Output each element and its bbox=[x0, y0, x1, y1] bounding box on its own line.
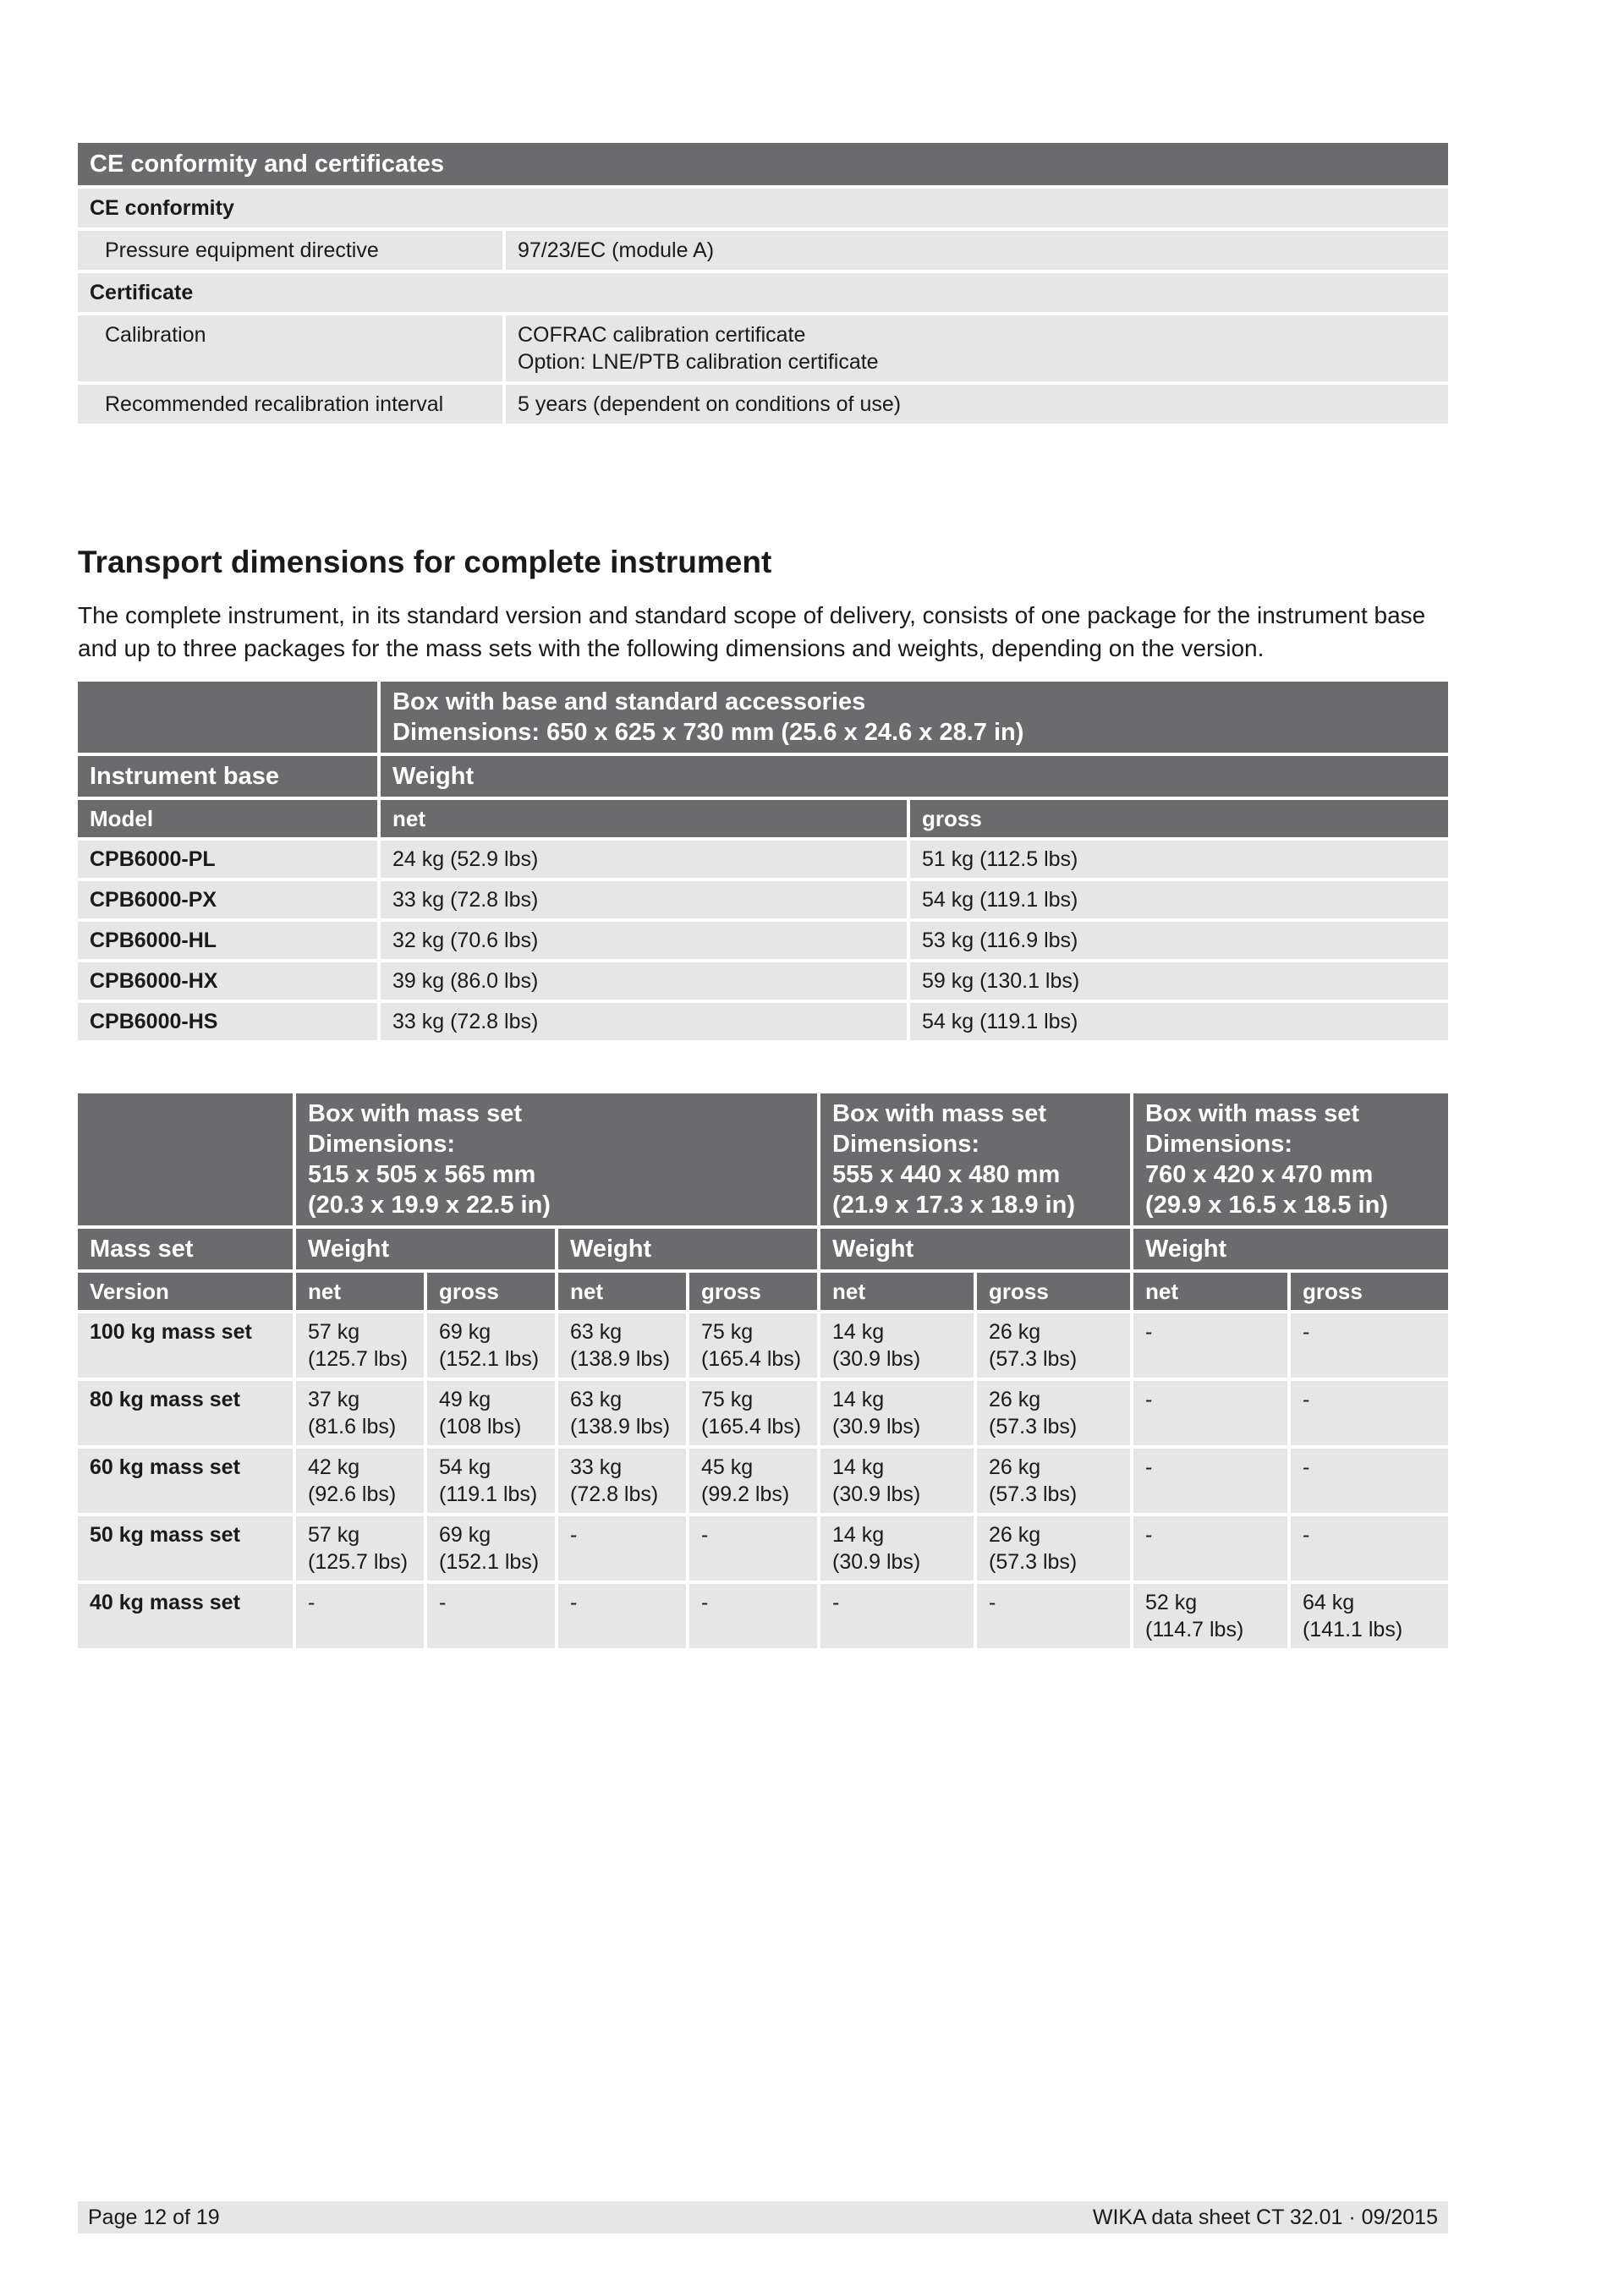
net-cell: 33 kg (72.8 lbs) bbox=[381, 881, 910, 918]
weight-label-4: Weight bbox=[1133, 1229, 1448, 1269]
calibration-label: Calibration bbox=[78, 315, 506, 381]
certificate-heading: Certificate bbox=[78, 273, 1448, 312]
recalibration-value: 5 years (dependent on conditions of use) bbox=[506, 385, 1448, 424]
ped-label: Pressure equipment directive bbox=[78, 231, 506, 270]
net-weight-cell bbox=[558, 1449, 689, 1513]
table-row bbox=[78, 922, 1448, 959]
ce-conformity-heading: CE conformity bbox=[78, 189, 1448, 227]
model-cell: CPB6000-PX bbox=[78, 881, 381, 918]
weight-kg: 69 kg bbox=[439, 1320, 491, 1344]
weight-lbs: (30.9 lbs) bbox=[832, 1482, 921, 1506]
mass-box2-line1: Box with mass set bbox=[832, 1100, 1047, 1127]
mass-set-name: 100 kg mass set bbox=[78, 1313, 296, 1378]
table-row bbox=[78, 1516, 1448, 1581]
weight-lbs bbox=[1303, 1413, 1436, 1440]
mass-box1-line4: (20.3 x 19.9 x 22.5 in) bbox=[308, 1192, 551, 1219]
page-number: Page 12 of 19 bbox=[88, 2206, 220, 2229]
table-row bbox=[78, 1003, 1448, 1040]
table-row bbox=[78, 1381, 1448, 1445]
weight-kg: 57 kg bbox=[308, 1523, 360, 1547]
mass-box1-line2: Dimensions: bbox=[308, 1131, 456, 1158]
weight-kg: 75 kg bbox=[701, 1388, 754, 1411]
weight-lbs bbox=[1303, 1548, 1436, 1575]
base-box-line2: Dimensions: 650 x 625 x 730 mm (25.6 x 24.6 x 28.7 in) bbox=[392, 719, 1024, 746]
net-weight-cell bbox=[558, 1313, 689, 1378]
weight-label-3: Weight bbox=[820, 1229, 1133, 1269]
model-cell: CPB6000-HX bbox=[78, 962, 381, 1000]
datasheet-reference: WIKA data sheet CT 32.01 · 09/2015 bbox=[1092, 2206, 1438, 2229]
weight-kg: 14 kg bbox=[832, 1388, 885, 1411]
gross-column-header: gross bbox=[910, 800, 1448, 837]
base-table bbox=[78, 678, 1448, 1044]
weight-kg: - bbox=[439, 1591, 447, 1614]
mass-header-empty bbox=[78, 1093, 296, 1225]
net-column-header: net bbox=[558, 1273, 689, 1310]
weight-lbs: (30.9 lbs) bbox=[832, 1550, 921, 1574]
net-weight-cell bbox=[558, 1381, 689, 1445]
base-section bbox=[78, 678, 1448, 1044]
weight-kg: 14 kg bbox=[832, 1320, 885, 1344]
gross-weight-cell bbox=[1291, 1516, 1448, 1581]
mass-set-name: 40 kg mass set bbox=[78, 1584, 296, 1648]
weight-lbs: (72.8 lbs) bbox=[570, 1482, 659, 1506]
weight-kg: 75 kg bbox=[701, 1320, 754, 1344]
net-weight-cell bbox=[296, 1516, 427, 1581]
net-weight-cell bbox=[296, 1449, 427, 1513]
weight-label-1: Weight bbox=[296, 1229, 558, 1269]
weight-kg: - bbox=[570, 1591, 578, 1614]
gross-weight-cell bbox=[689, 1313, 820, 1378]
weight-lbs bbox=[1145, 1548, 1276, 1575]
table-row bbox=[78, 841, 1448, 878]
mass-box3-line1: Box with mass set bbox=[1145, 1100, 1360, 1127]
gross-column-header: gross bbox=[1291, 1273, 1448, 1310]
net-weight-cell bbox=[558, 1516, 689, 1581]
mass-rows bbox=[78, 1313, 1448, 1648]
net-cell: 32 kg (70.6 lbs) bbox=[381, 922, 910, 959]
weight-kg: - bbox=[1145, 1455, 1153, 1479]
net-weight-cell bbox=[820, 1313, 977, 1378]
weight-kg: - bbox=[570, 1523, 578, 1547]
weight-lbs: (125.7 lbs) bbox=[308, 1550, 409, 1574]
weight-kg: 64 kg bbox=[1303, 1591, 1355, 1614]
weight-lbs: (152.1 lbs) bbox=[439, 1550, 540, 1574]
base-header-empty bbox=[78, 682, 381, 753]
gross-weight-cell bbox=[427, 1516, 558, 1581]
weight-kg: 14 kg bbox=[832, 1523, 885, 1547]
model-cell: CPB6000-HS bbox=[78, 1003, 381, 1040]
weight-lbs: (165.4 lbs) bbox=[701, 1415, 802, 1438]
mass-box1-line1: Box with mass set bbox=[308, 1100, 523, 1127]
net-weight-cell bbox=[820, 1381, 977, 1445]
weight-lbs bbox=[1303, 1345, 1436, 1373]
gross-weight-cell bbox=[427, 1313, 558, 1378]
weight-kg: 26 kg bbox=[989, 1455, 1041, 1479]
weight-kg: - bbox=[989, 1591, 996, 1614]
gross-weight-cell bbox=[689, 1584, 820, 1648]
gross-cell: 51 kg (112.5 lbs) bbox=[910, 841, 1448, 878]
weight-lbs bbox=[832, 1616, 962, 1643]
mass-set-name: 80 kg mass set bbox=[78, 1381, 296, 1445]
gross-weight-cell bbox=[689, 1516, 820, 1581]
weight-kg: - bbox=[1303, 1388, 1310, 1411]
mass-set-name: 60 kg mass set bbox=[78, 1449, 296, 1513]
net-column-header: net bbox=[296, 1273, 427, 1310]
gross-weight-cell bbox=[977, 1449, 1133, 1513]
transport-intro: The complete instrument, in its standard version and standard scope of delivery, consists of one package for the instrument base and up to three packages for the mass sets with the following dimensions and weights, depending on the version. bbox=[78, 602, 1426, 661]
ce-section bbox=[78, 140, 1448, 427]
weight-kg: - bbox=[308, 1591, 315, 1614]
weight-lbs: (57.3 lbs) bbox=[989, 1482, 1078, 1506]
net-column-header: net bbox=[381, 800, 910, 837]
weight-kg: - bbox=[1303, 1455, 1310, 1479]
weight-kg: - bbox=[1145, 1320, 1153, 1344]
instrument-base-label: Instrument base bbox=[78, 756, 381, 797]
weight-lbs: (30.9 lbs) bbox=[832, 1347, 921, 1371]
ce-table bbox=[78, 140, 1448, 427]
table-row bbox=[78, 1584, 1448, 1648]
weight-lbs: (108 lbs) bbox=[439, 1415, 522, 1438]
mass-box2-header bbox=[820, 1093, 1133, 1225]
mass-box3-header bbox=[1133, 1093, 1448, 1225]
weight-lbs bbox=[570, 1616, 674, 1643]
weight-kg: 69 kg bbox=[439, 1523, 491, 1547]
weight-lbs bbox=[1145, 1481, 1276, 1508]
net-weight-cell bbox=[296, 1584, 427, 1648]
gross-weight-cell bbox=[1291, 1381, 1448, 1445]
gross-column-header: gross bbox=[977, 1273, 1133, 1310]
mass-table bbox=[78, 1090, 1448, 1652]
weight-lbs: (92.6 lbs) bbox=[308, 1482, 397, 1506]
weight-kg: - bbox=[832, 1591, 840, 1614]
weight-lbs: (138.9 lbs) bbox=[570, 1347, 671, 1371]
gross-weight-cell bbox=[977, 1313, 1133, 1378]
weight-lbs bbox=[1303, 1481, 1436, 1508]
mass-set-name: 50 kg mass set bbox=[78, 1516, 296, 1581]
gross-weight-cell bbox=[427, 1584, 558, 1648]
weight-lbs bbox=[308, 1616, 412, 1643]
gross-cell: 59 kg (130.1 lbs) bbox=[910, 962, 1448, 1000]
base-weight-label: Weight bbox=[381, 756, 1448, 797]
table-row bbox=[78, 962, 1448, 1000]
net-weight-cell bbox=[296, 1381, 427, 1445]
weight-lbs: (57.3 lbs) bbox=[989, 1415, 1078, 1438]
weight-kg: - bbox=[1145, 1388, 1153, 1411]
weight-kg: 52 kg bbox=[1145, 1591, 1198, 1614]
mass-box2-line4: (21.9 x 17.3 x 18.9 in) bbox=[832, 1192, 1075, 1219]
recalibration-label: Recommended recalibration interval bbox=[78, 385, 506, 424]
mass-box2-line2: Dimensions: bbox=[832, 1131, 980, 1158]
gross-cell: 54 kg (119.1 lbs) bbox=[910, 881, 1448, 918]
calibration-value bbox=[506, 315, 1448, 381]
weight-kg: 37 kg bbox=[308, 1388, 360, 1411]
weight-kg: 45 kg bbox=[701, 1455, 754, 1479]
base-box-line1: Box with base and standard accessories bbox=[392, 688, 866, 715]
gross-column-header: gross bbox=[427, 1273, 558, 1310]
transport-heading: Transport dimensions for complete instrument bbox=[78, 545, 772, 579]
weight-kg: 26 kg bbox=[989, 1320, 1041, 1344]
weight-kg: 63 kg bbox=[570, 1388, 623, 1411]
gross-cell: 53 kg (116.9 lbs) bbox=[910, 922, 1448, 959]
weight-kg: 26 kg bbox=[989, 1523, 1041, 1547]
gross-column-header: gross bbox=[689, 1273, 820, 1310]
net-cell: 39 kg (86.0 lbs) bbox=[381, 962, 910, 1000]
net-weight-cell bbox=[820, 1449, 977, 1513]
mass-set-label: Mass set bbox=[78, 1229, 296, 1269]
weight-lbs bbox=[1145, 1413, 1276, 1440]
net-cell: 33 kg (72.8 lbs) bbox=[381, 1003, 910, 1040]
net-weight-cell bbox=[1133, 1584, 1291, 1648]
weight-lbs: (165.4 lbs) bbox=[701, 1347, 802, 1371]
mass-box1-header bbox=[296, 1093, 820, 1225]
version-column-header: Version bbox=[78, 1273, 296, 1310]
net-column-header: net bbox=[1133, 1273, 1291, 1310]
weight-lbs: (30.9 lbs) bbox=[832, 1415, 921, 1438]
weight-label-2: Weight bbox=[558, 1229, 820, 1269]
weight-kg: 49 kg bbox=[439, 1388, 491, 1411]
weight-kg: - bbox=[1303, 1320, 1310, 1344]
weight-lbs bbox=[989, 1616, 1118, 1643]
net-weight-cell bbox=[820, 1584, 977, 1648]
gross-cell: 54 kg (119.1 lbs) bbox=[910, 1003, 1448, 1040]
weight-lbs: (125.7 lbs) bbox=[308, 1347, 409, 1371]
ce-table-title: CE conformity and certificates bbox=[78, 143, 1448, 185]
weight-kg: - bbox=[1303, 1523, 1310, 1547]
weight-kg: 63 kg bbox=[570, 1320, 623, 1344]
model-column-header: Model bbox=[78, 800, 381, 837]
weight-kg: 54 kg bbox=[439, 1455, 491, 1479]
weight-lbs bbox=[701, 1616, 805, 1643]
mass-box3-line3: 760 x 420 x 470 mm bbox=[1145, 1161, 1374, 1188]
net-weight-cell bbox=[558, 1584, 689, 1648]
net-column-header: net bbox=[820, 1273, 977, 1310]
weight-kg: 33 kg bbox=[570, 1455, 623, 1479]
gross-weight-cell bbox=[1291, 1449, 1448, 1513]
weight-lbs bbox=[701, 1548, 805, 1575]
gross-weight-cell bbox=[689, 1449, 820, 1513]
weight-lbs: (138.9 lbs) bbox=[570, 1415, 671, 1438]
net-weight-cell bbox=[1133, 1449, 1291, 1513]
weight-lbs: (81.6 lbs) bbox=[308, 1415, 397, 1438]
weight-kg: 42 kg bbox=[308, 1455, 360, 1479]
gross-weight-cell bbox=[427, 1449, 558, 1513]
weight-kg: - bbox=[701, 1523, 709, 1547]
weight-kg: 57 kg bbox=[308, 1320, 360, 1344]
gross-weight-cell bbox=[977, 1381, 1133, 1445]
net-weight-cell bbox=[820, 1516, 977, 1581]
ped-value: 97/23/EC (module A) bbox=[506, 231, 1448, 270]
net-weight-cell bbox=[296, 1313, 427, 1378]
net-weight-cell bbox=[1133, 1313, 1291, 1378]
weight-kg: 26 kg bbox=[989, 1388, 1041, 1411]
weight-kg: 14 kg bbox=[832, 1455, 885, 1479]
model-cell: CPB6000-HL bbox=[78, 922, 381, 959]
table-row bbox=[78, 881, 1448, 918]
weight-lbs: (57.3 lbs) bbox=[989, 1550, 1078, 1574]
gross-weight-cell bbox=[1291, 1584, 1448, 1648]
gross-weight-cell bbox=[977, 1584, 1133, 1648]
mass-box1-line3: 515 x 505 x 565 mm bbox=[308, 1161, 536, 1188]
net-cell: 24 kg (52.9 lbs) bbox=[381, 841, 910, 878]
weight-lbs: (99.2 lbs) bbox=[701, 1482, 790, 1506]
weight-kg: - bbox=[701, 1591, 709, 1614]
mass-box2-line3: 555 x 440 x 480 mm bbox=[832, 1161, 1061, 1188]
net-weight-cell bbox=[1133, 1381, 1291, 1445]
calibration-value-line2: Option: LNE/PTB calibration certificate bbox=[518, 350, 879, 374]
weight-lbs: (141.1 lbs) bbox=[1303, 1618, 1403, 1641]
weight-lbs: (57.3 lbs) bbox=[989, 1347, 1078, 1371]
model-cell: CPB6000-PL bbox=[78, 841, 381, 878]
gross-weight-cell bbox=[1291, 1313, 1448, 1378]
weight-kg: - bbox=[1145, 1523, 1153, 1547]
calibration-value-line1: COFRAC calibration certificate bbox=[518, 323, 806, 347]
gross-weight-cell bbox=[689, 1381, 820, 1445]
weight-lbs bbox=[439, 1616, 543, 1643]
mass-section bbox=[78, 1090, 1448, 1652]
gross-weight-cell bbox=[427, 1381, 558, 1445]
mass-box3-line4: (29.9 x 16.5 x 18.5 in) bbox=[1145, 1192, 1388, 1219]
mass-box3-line2: Dimensions: bbox=[1145, 1131, 1293, 1158]
base-box-header bbox=[381, 682, 1448, 753]
weight-lbs: (119.1 lbs) bbox=[439, 1482, 538, 1506]
weight-lbs bbox=[570, 1548, 674, 1575]
weight-lbs: (152.1 lbs) bbox=[439, 1347, 540, 1371]
table-row bbox=[78, 1313, 1448, 1378]
weight-lbs: (114.7 lbs) bbox=[1145, 1618, 1244, 1641]
gross-weight-cell bbox=[977, 1516, 1133, 1581]
page-footer bbox=[78, 2201, 1448, 2233]
weight-lbs bbox=[1145, 1345, 1276, 1373]
table-row bbox=[78, 1449, 1448, 1513]
net-weight-cell bbox=[1133, 1516, 1291, 1581]
